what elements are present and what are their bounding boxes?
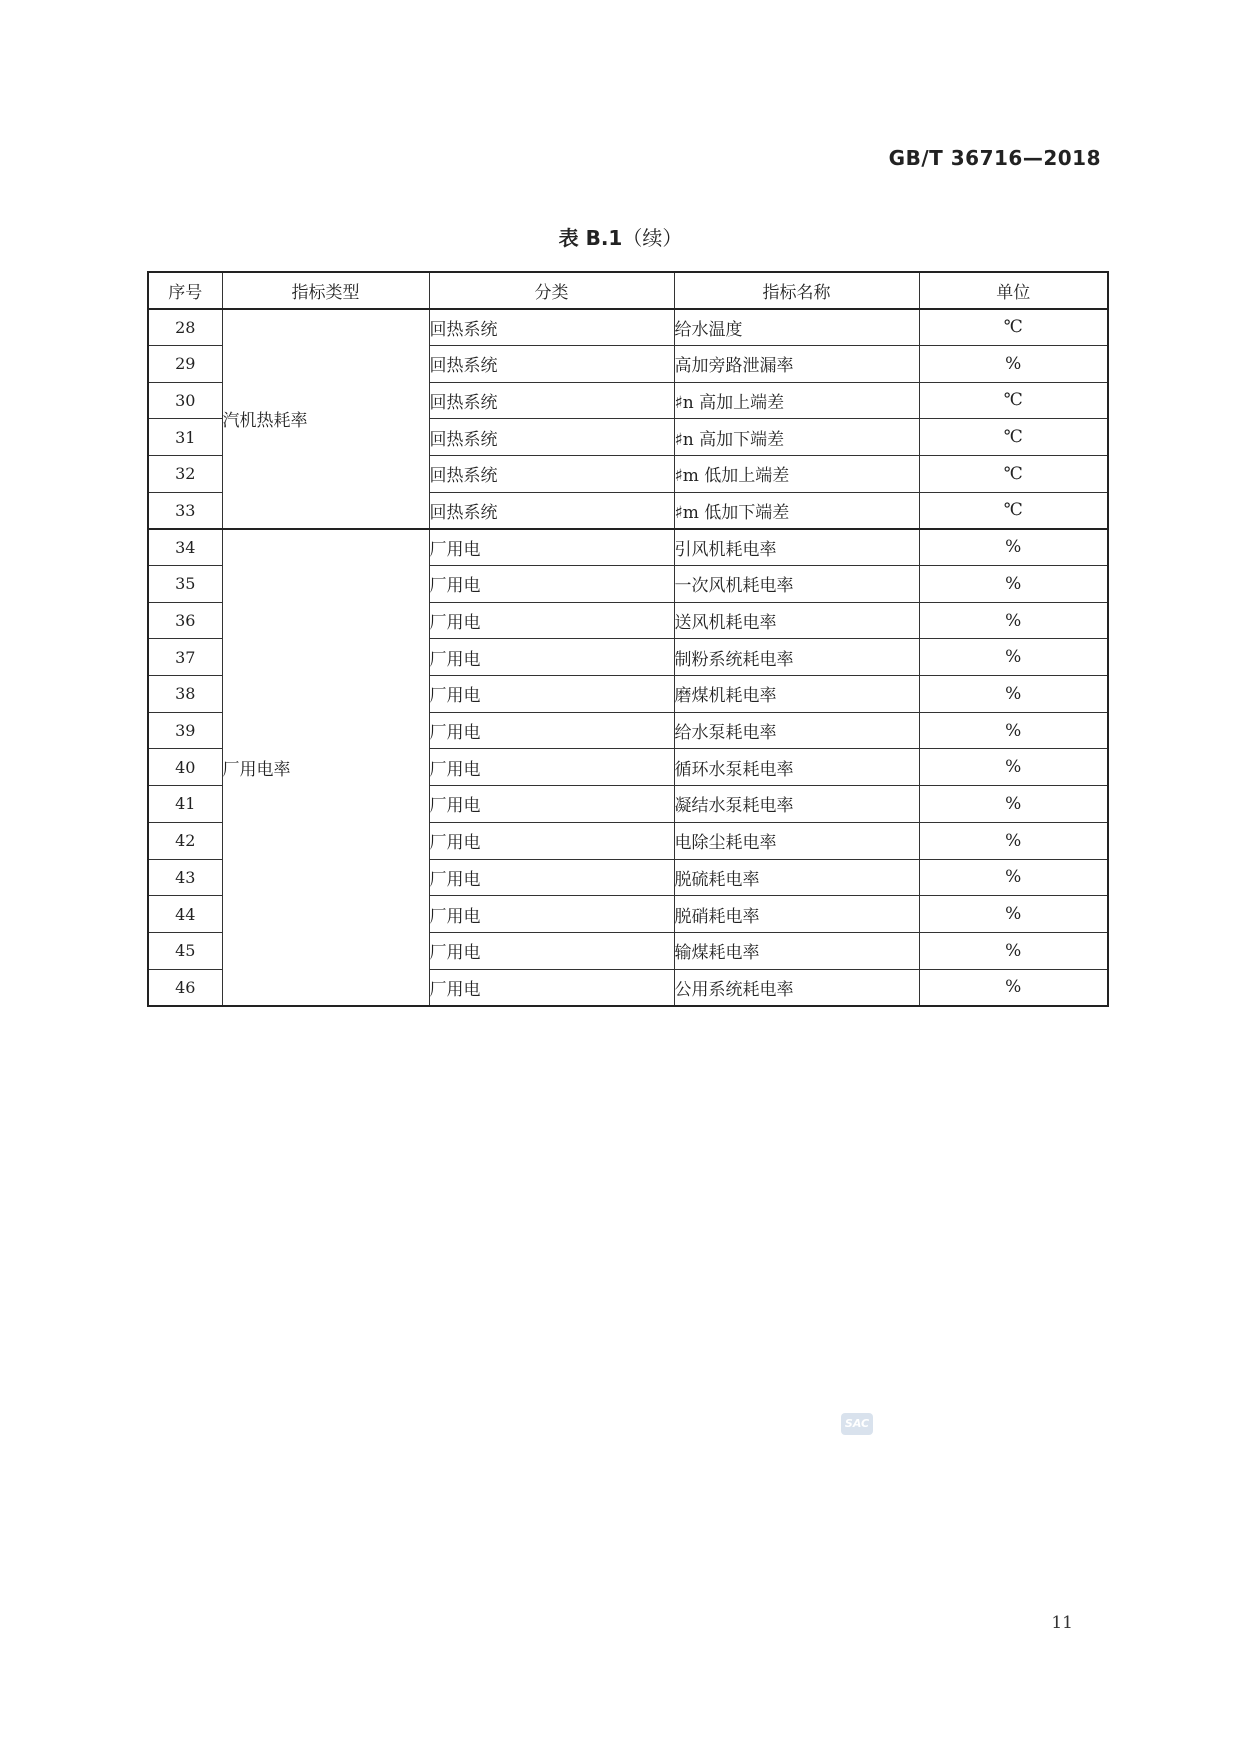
category-cell: 厂用电	[429, 712, 674, 749]
category-cell: 厂用电	[429, 529, 674, 566]
unit-cell: %	[919, 749, 1108, 786]
row-number: 35	[148, 566, 222, 603]
unit-cell: %	[919, 932, 1108, 969]
row-number: 37	[148, 639, 222, 676]
indicator-name-cell: 高加旁路泄漏率	[674, 345, 919, 382]
table-row	[148, 309, 1108, 346]
row-number: 30	[148, 382, 222, 419]
column-header-indicator-type: 指标类型	[222, 272, 429, 309]
table-header-row	[148, 272, 1108, 309]
indicator-name-cell: ♯m 低加下端差	[674, 492, 919, 529]
indicator-name-cell: 电除尘耗电率	[674, 822, 919, 859]
row-number: 29	[148, 345, 222, 382]
indicator-name-cell: 送风机耗电率	[674, 602, 919, 639]
row-number: 39	[148, 712, 222, 749]
unit-cell: %	[919, 896, 1108, 933]
unit-cell: ℃	[919, 382, 1108, 419]
unit-cell: %	[919, 786, 1108, 823]
table-caption	[0, 222, 1241, 251]
indicator-name-cell: ♯n 高加下端差	[674, 419, 919, 456]
unit-cell: %	[919, 345, 1108, 382]
row-number: 33	[148, 492, 222, 529]
unit-cell: %	[919, 822, 1108, 859]
category-cell: 回热系统	[429, 455, 674, 492]
column-header-category: 分类	[429, 272, 674, 309]
indicator-name-cell: ♯n 高加上端差	[674, 382, 919, 419]
row-number: 44	[148, 896, 222, 933]
category-cell: 厂用电	[429, 822, 674, 859]
indicator-name-cell: 引风机耗电率	[674, 529, 919, 566]
unit-cell: ℃	[919, 492, 1108, 529]
row-number: 31	[148, 419, 222, 456]
category-cell: 厂用电	[429, 896, 674, 933]
column-header-unit: 单位	[919, 272, 1108, 309]
indicator-name-cell: 脱硫耗电率	[674, 859, 919, 896]
indicator-name-cell: 制粉系统耗电率	[674, 639, 919, 676]
row-number: 32	[148, 455, 222, 492]
indicator-name-cell: 公用系统耗电率	[674, 969, 919, 1006]
category-cell: 回热系统	[429, 382, 674, 419]
standard-code: GB/T 36716—2018	[888, 146, 1101, 170]
row-number: 45	[148, 932, 222, 969]
row-number: 36	[148, 602, 222, 639]
category-cell: 厂用电	[429, 969, 674, 1006]
table-caption-suffix: （续）	[622, 226, 683, 250]
indicator-type-cell: 汽机热耗率	[222, 309, 429, 529]
table-caption-label: 表 B.1	[558, 226, 623, 250]
indicator-name-cell: 凝结水泵耗电率	[674, 786, 919, 823]
table-row	[148, 529, 1108, 566]
unit-cell: %	[919, 712, 1108, 749]
indicator-name-cell: 循环水泵耗电率	[674, 749, 919, 786]
unit-cell: %	[919, 602, 1108, 639]
category-cell: 厂用电	[429, 676, 674, 713]
sac-watermark-logo: SAC	[841, 1413, 873, 1435]
indicator-name-cell: 给水泵耗电率	[674, 712, 919, 749]
unit-cell: %	[919, 639, 1108, 676]
column-header-number: 序号	[148, 272, 222, 309]
unit-cell: %	[919, 566, 1108, 603]
category-cell: 回热系统	[429, 309, 674, 346]
unit-cell: %	[919, 529, 1108, 566]
category-cell: 回热系统	[429, 345, 674, 382]
column-header-indicator-name: 指标名称	[674, 272, 919, 309]
page-number: 11	[1051, 1613, 1073, 1633]
row-number: 43	[148, 859, 222, 896]
indicator-name-cell: 输煤耗电率	[674, 932, 919, 969]
category-cell: 厂用电	[429, 786, 674, 823]
row-number: 46	[148, 969, 222, 1006]
category-cell: 厂用电	[429, 639, 674, 676]
row-number: 41	[148, 786, 222, 823]
row-number: 34	[148, 529, 222, 566]
row-number: 28	[148, 309, 222, 346]
unit-cell: %	[919, 969, 1108, 1006]
unit-cell: %	[919, 859, 1108, 896]
unit-cell: ℃	[919, 309, 1108, 346]
category-cell: 回热系统	[429, 419, 674, 456]
unit-cell: ℃	[919, 455, 1108, 492]
row-number: 40	[148, 749, 222, 786]
category-cell: 厂用电	[429, 932, 674, 969]
indicator-type-cell: 厂用电率	[222, 529, 429, 1006]
category-cell: 回热系统	[429, 492, 674, 529]
indicator-name-cell: 磨煤机耗电率	[674, 676, 919, 713]
category-cell: 厂用电	[429, 749, 674, 786]
indicator-name-cell: 给水温度	[674, 309, 919, 346]
unit-cell: %	[919, 676, 1108, 713]
unit-cell: ℃	[919, 419, 1108, 456]
category-cell: 厂用电	[429, 602, 674, 639]
row-number: 42	[148, 822, 222, 859]
indicator-table	[147, 271, 1109, 1007]
category-cell: 厂用电	[429, 859, 674, 896]
indicator-name-cell: 脱硝耗电率	[674, 896, 919, 933]
indicator-name-cell: ♯m 低加上端差	[674, 455, 919, 492]
row-number: 38	[148, 676, 222, 713]
category-cell: 厂用电	[429, 566, 674, 603]
indicator-name-cell: 一次风机耗电率	[674, 566, 919, 603]
